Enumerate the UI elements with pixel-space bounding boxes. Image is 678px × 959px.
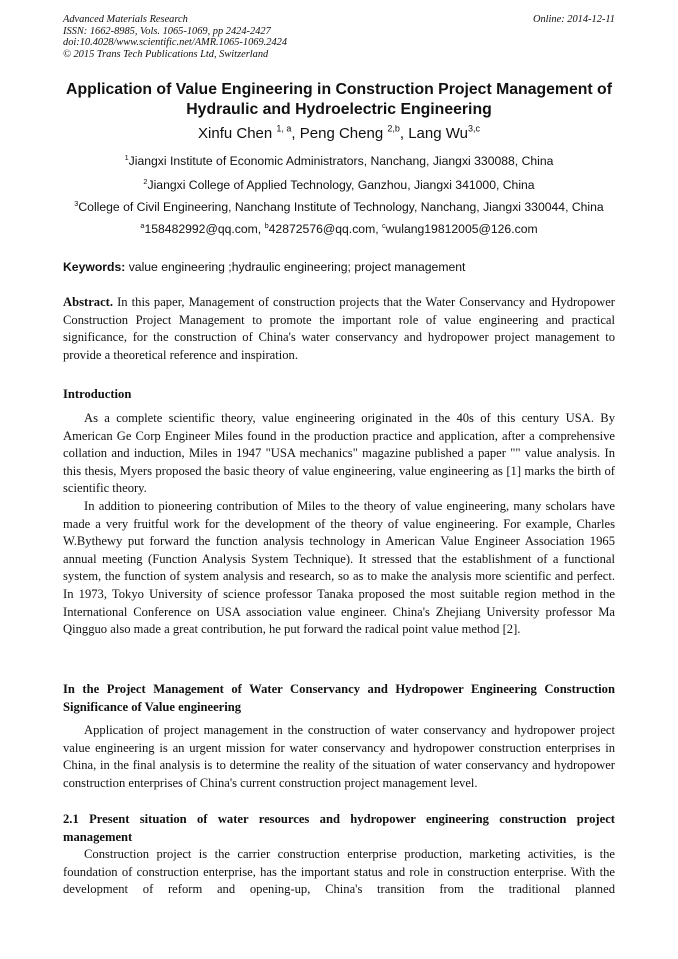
affiliation-text: College of Civil Engineering, Nanchang Institute of Technology, Nanchang, Jiangxi 330044, China <box>78 200 604 214</box>
email-sup: b <box>264 220 269 230</box>
author-name: Lang Wu <box>408 125 468 142</box>
author-separator: , <box>291 125 300 142</box>
keywords-label: Keywords: <box>63 260 126 274</box>
introduction-heading: Introduction <box>63 387 132 401</box>
subsection-2-1-body <box>63 846 615 899</box>
title-line-2: Hydraulic and Hydroelectric Engineering <box>186 101 492 118</box>
author-sup: 3,c <box>467 123 480 134</box>
section-2-body <box>63 722 615 792</box>
keywords <box>63 259 623 275</box>
email-address: 42872576@qq.com, <box>268 222 382 236</box>
subsection-2-1-heading: 2.1 Present situation of water resources and hydropower engineering construction project management <box>63 812 615 844</box>
affiliation-sup: 3 <box>74 198 79 208</box>
affiliation-1 <box>30 153 648 169</box>
introduction-body <box>63 410 615 639</box>
affiliation-sup: 1 <box>124 152 129 162</box>
journal-header <box>63 14 615 60</box>
abstract <box>63 294 615 364</box>
author-sup: 2,b <box>387 123 400 134</box>
intro-paragraph-2: In addition to pioneering contribution of Miles to the theory of value engineering, many scholars have made a very fruitful work for the development of the theory of value engineering. For example, Charles W.Bythewy put forward the function analysis technology in American Value Engineer Association 1965 annual meeting (Function Analysis System Technique). It stressed that the establishment of a functional system, the function of system analysis and research, so as to make the analysis more scientific and perfect. In 1973, Tokyo University of science professor Tanaka proposed the most suitable region method in the International Conference on USA association value engineer. China's Zhejiang University professor Ma Qingguo also made a great contribution, he put forward the radical point value method [2]. <box>63 498 615 637</box>
abstract-label: Abstract. <box>63 295 114 309</box>
section-2-heading: In the Project Management of Water Conservancy and Hydropower Engineering Construction Significance of Value engineering <box>63 682 615 714</box>
email-address: 158482992@qq.com, <box>144 222 265 236</box>
copyright-line: © 2015 Trans Tech Publications Ltd, Switzerland <box>63 48 269 60</box>
abstract-paragraph <box>63 294 615 364</box>
email-sup: c <box>382 220 386 230</box>
paper-title <box>50 80 628 120</box>
abstract-text: In this paper, Management of construction projects that the Water Conservancy and Hydropower Construction Project Management to promote the important role of value engineering and practical significance, for the construction of China's water conservancy and hydropower project management to provide a theoretical reference and inspiration. <box>63 295 615 362</box>
keywords-text: value engineering ;hydraulic engineering; project management <box>125 260 466 274</box>
author-list <box>40 124 638 144</box>
author-name: Peng Cheng <box>299 125 384 142</box>
author-sup: 1, a <box>276 123 292 134</box>
affiliation-text: Jiangxi Institute of Economic Administrators, Nanchang, Jiangxi 330088, China <box>128 154 554 168</box>
email-address: wulang19812005@126.com <box>385 222 538 236</box>
email-sup: a <box>140 220 145 230</box>
doi-line: doi:10.4028/www.scientific.net/AMR.1065-1069.2424 <box>63 37 288 49</box>
journal-name: Advanced Materials Research <box>63 14 188 25</box>
affiliation-2 <box>30 177 648 193</box>
intro-paragraph-1: As a complete scientific theory, value engineering originated in the 40s of this century USA. By American Ge Corp Engineer Miles found in the production practice and application, after a comprehensive collation and induction, Miles in 1947 "USA mechanics" magazine published a paper "" value analysis. In this thesis, Myers proposed the basic theory of value engineering, value engineering as [1] marks the birth of scientific theory. <box>63 411 615 496</box>
affiliation-text: Jiangxi College of Applied Technology, Ganzhou, Jiangxi 341000, China <box>147 178 535 192</box>
email-line <box>30 221 648 237</box>
issn-line: ISSN: 1662-8985, Vols. 1065-1069, pp 2424-2427 <box>63 25 271 37</box>
subsection-paragraph: Construction project is the carrier construction enterprise production, marketing activities, is the foundation of construction enterprise, has the important status and role in construction enterprise. With the development of reform and opening-up, China's transition from the traditional planned <box>63 847 615 897</box>
section-2-paragraph-1: Application of project management in the construction of water conservancy and hydropower project value engineering is an urgent mission for water conservancy and hydropower construction enterprises in China, in the final analysis is to determine the reality of the situation of water conservancy and hydropower construction enterprises of China's current construction project management level. <box>63 723 615 790</box>
author-separator: , <box>399 125 409 142</box>
online-date: Online: 2014-12-11 <box>532 14 615 25</box>
affiliation-sup: 2 <box>143 176 148 186</box>
author-name: Xinfu Chen <box>198 125 273 142</box>
affiliation-3 <box>30 199 648 215</box>
title-line-1: Application of Value Engineering in Construction Project Management of <box>66 81 612 98</box>
